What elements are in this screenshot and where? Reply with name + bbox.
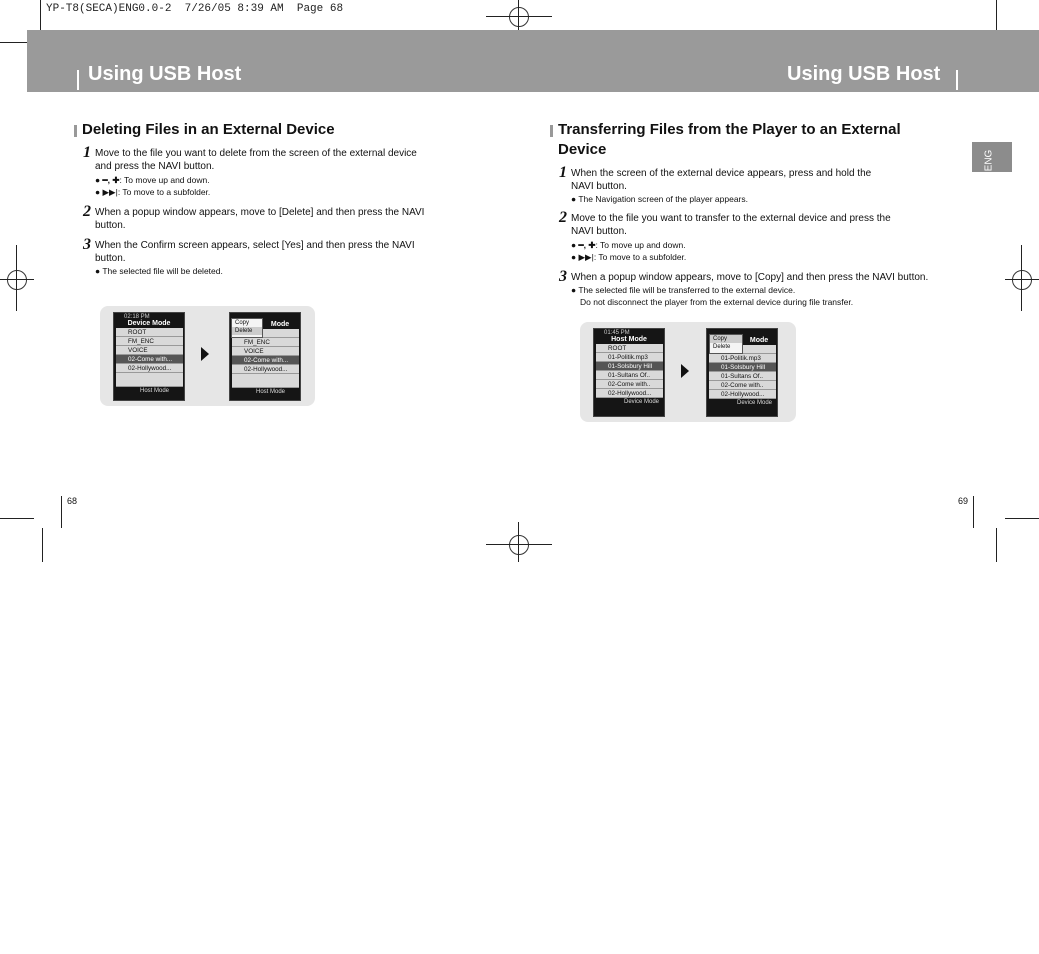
- step-line: NAVI button.: [571, 226, 627, 237]
- bullet-icon: ●: [571, 240, 577, 250]
- bullet-list: [571, 284, 853, 308]
- list-item: 02-Hollywood...: [232, 365, 299, 374]
- language-tab: [972, 142, 1012, 172]
- file-list: [116, 328, 183, 387]
- bullet-text: : To move up and down.: [595, 240, 686, 250]
- registration-line: [518, 522, 519, 562]
- arrow-right-icon: [681, 364, 689, 378]
- screen-title: Host Mode: [611, 336, 647, 343]
- crop-mark: [61, 496, 62, 528]
- title-line: Transferring Files from the Player to an External: [558, 121, 901, 138]
- list-item: 02-Hollywood...: [596, 389, 663, 398]
- device-screen: [229, 312, 301, 401]
- list-item: 01-Solsbury Hill: [596, 362, 663, 371]
- bullet-item: [95, 174, 210, 186]
- left-page-title: Using USB Host: [88, 63, 242, 85]
- registration-line: [518, 0, 519, 32]
- list-item: 02-Hollywood...: [709, 390, 776, 399]
- list-item: 01-Sultans Of..: [709, 372, 776, 381]
- screen-title: Mode: [749, 337, 769, 344]
- bullet-item: [571, 284, 853, 296]
- list-item: [116, 373, 183, 387]
- bullet-item: [571, 193, 748, 205]
- step-number: 3: [83, 236, 91, 253]
- bullet-text: The selected file will be transferred to the external device.: [578, 285, 796, 295]
- device-screen: [113, 312, 185, 401]
- step-line: Move to the file you want to delete from the screen of the external device: [95, 148, 417, 159]
- device-screen: [706, 328, 778, 417]
- step-text: When a popup window appears, move to [Copy] and then press the NAVI button.: [571, 272, 929, 283]
- crop-mark: [1005, 518, 1039, 519]
- registration-line: [486, 16, 552, 17]
- crop-mark: [973, 496, 974, 528]
- page-number: 68: [67, 496, 78, 506]
- skip-forward-icon: ▶▶|: [578, 252, 594, 262]
- bullet-item: [571, 239, 686, 251]
- list-item: 02-Come with...: [116, 355, 183, 364]
- skip-forward-icon: ▶▶|: [102, 187, 118, 197]
- screen-clock: 01:45 PM: [604, 330, 630, 336]
- list-item: 01-Solsbury Hill: [709, 363, 776, 372]
- bullet-icon: ●: [95, 187, 101, 197]
- registration-mark-icon: [7, 270, 27, 290]
- crop-mark: [0, 518, 34, 519]
- bullet-icon: ●: [95, 175, 101, 185]
- registration-mark-icon: [509, 7, 529, 27]
- list-item: FM_ENC: [116, 337, 183, 346]
- popup-item-delete: Delete: [713, 344, 731, 350]
- bullet-icon: ●: [571, 252, 577, 262]
- list-item: VOICE: [232, 347, 299, 356]
- step-line: and press the NAVI button.: [95, 161, 215, 172]
- bullet-text: : To move to a subfolder.: [117, 187, 211, 197]
- popup-item-copy: Copy: [235, 320, 250, 326]
- popup-menu: [231, 318, 263, 338]
- bullet-item: [95, 186, 210, 198]
- registration-mark-icon: [509, 535, 529, 555]
- title-bar-accent: [77, 70, 79, 90]
- step-text: [571, 167, 871, 193]
- list-item: 01-Sultans Of..: [596, 371, 663, 380]
- bullet-icon: ●: [95, 266, 101, 276]
- registration-mark-icon: [1012, 270, 1032, 290]
- arrow-right-icon: [201, 347, 209, 361]
- step-text: [95, 206, 424, 232]
- screen-footer: Device Mode: [624, 399, 660, 405]
- registration-line: [1005, 279, 1039, 280]
- step-line: button.: [95, 220, 126, 231]
- bullet-text: The selected file will be deleted.: [102, 266, 223, 276]
- list-item: FM_ENC: [232, 338, 299, 347]
- step-line: When the Confirm screen appears, select [Yes] and then press the NAVI: [95, 240, 415, 251]
- popup-menu: [709, 334, 743, 354]
- screen-title: Mode: [270, 321, 290, 328]
- list-item: 02-Hollywood...: [116, 364, 183, 373]
- screen-clock: 02:18 PM: [124, 314, 150, 320]
- minus-plus-icon: ━, ✚: [578, 240, 596, 250]
- bullet-text: The Navigation screen of the player appears.: [578, 194, 748, 204]
- step-line: button.: [95, 253, 126, 264]
- title-line: Device: [558, 141, 607, 158]
- popup-item-delete: Delete: [232, 327, 262, 335]
- list-item: VOICE: [116, 346, 183, 355]
- bullet-list: [95, 174, 210, 198]
- list-item: 01-Politik.mp3: [596, 353, 663, 362]
- section-marker: [550, 125, 553, 137]
- step-number: 3: [559, 268, 567, 285]
- list-item: [232, 374, 299, 388]
- list-item: 01-Politik.mp3: [709, 354, 776, 363]
- bullet-item: [571, 251, 686, 263]
- bullet-text: : To move to a subfolder.: [593, 252, 687, 262]
- screen-footer: Host Mode: [140, 388, 170, 394]
- list-item: 02-Come with..: [709, 381, 776, 390]
- screen-footer: Device Mode: [737, 400, 773, 406]
- bullet-item: [95, 265, 223, 277]
- registration-line: [1021, 245, 1022, 311]
- right-section-title: [558, 120, 901, 160]
- step-line: NAVI button.: [571, 181, 627, 192]
- bullet-icon: ●: [571, 285, 577, 295]
- step-text: [95, 239, 415, 265]
- title-bar-accent: [956, 70, 958, 90]
- left-section-title: Deleting Files in an External Device: [82, 121, 335, 138]
- list-item: 02-Come with...: [232, 356, 299, 365]
- list-item: ROOT: [596, 344, 663, 353]
- registration-line: [0, 279, 34, 280]
- bullet-text: : To move up and down.: [119, 175, 210, 185]
- minus-plus-icon: ━, ✚: [102, 175, 120, 185]
- registration-line: [486, 544, 552, 545]
- print-header: YP-T8(SECA)ENG0.0-2 7/26/05 8:39 AM Page 68: [46, 3, 344, 15]
- popup-item-copy: Copy: [710, 335, 742, 343]
- page-number: 69: [958, 496, 969, 506]
- step-line: Move to the file you want to transfer to the external device and press the: [571, 213, 891, 224]
- step-number: 1: [559, 164, 567, 181]
- bullet-text: Do not disconnect the player from the external device during file transfer.: [580, 297, 854, 307]
- list-item: 02-Come with..: [596, 380, 663, 389]
- step-number: 2: [83, 203, 91, 220]
- crop-mark: [996, 0, 997, 32]
- registration-line: [16, 245, 17, 311]
- screen-title: Device Mode: [127, 320, 171, 327]
- file-list: [596, 344, 663, 398]
- crop-mark: [40, 0, 41, 32]
- right-page-title: Using USB Host: [787, 63, 941, 85]
- step-text: [571, 212, 891, 238]
- language-tab-label: ENG: [983, 149, 995, 172]
- step-line: When a popup window appears, move to [Delete] and then press the NAVI: [95, 207, 425, 218]
- crop-mark: [42, 528, 43, 562]
- bullet-icon: ●: [571, 194, 577, 204]
- bullet-list: [571, 239, 686, 263]
- step-line: When the screen of the external device appears, press and hold the: [571, 168, 872, 179]
- crop-mark: [996, 528, 997, 562]
- step-number: 1: [83, 144, 91, 161]
- screen-footer: Host Mode: [256, 389, 286, 395]
- device-screen: [593, 328, 665, 417]
- list-item: ROOT: [116, 328, 183, 337]
- step-text: [95, 147, 417, 173]
- step-number: 2: [559, 209, 567, 226]
- section-marker: [74, 125, 77, 137]
